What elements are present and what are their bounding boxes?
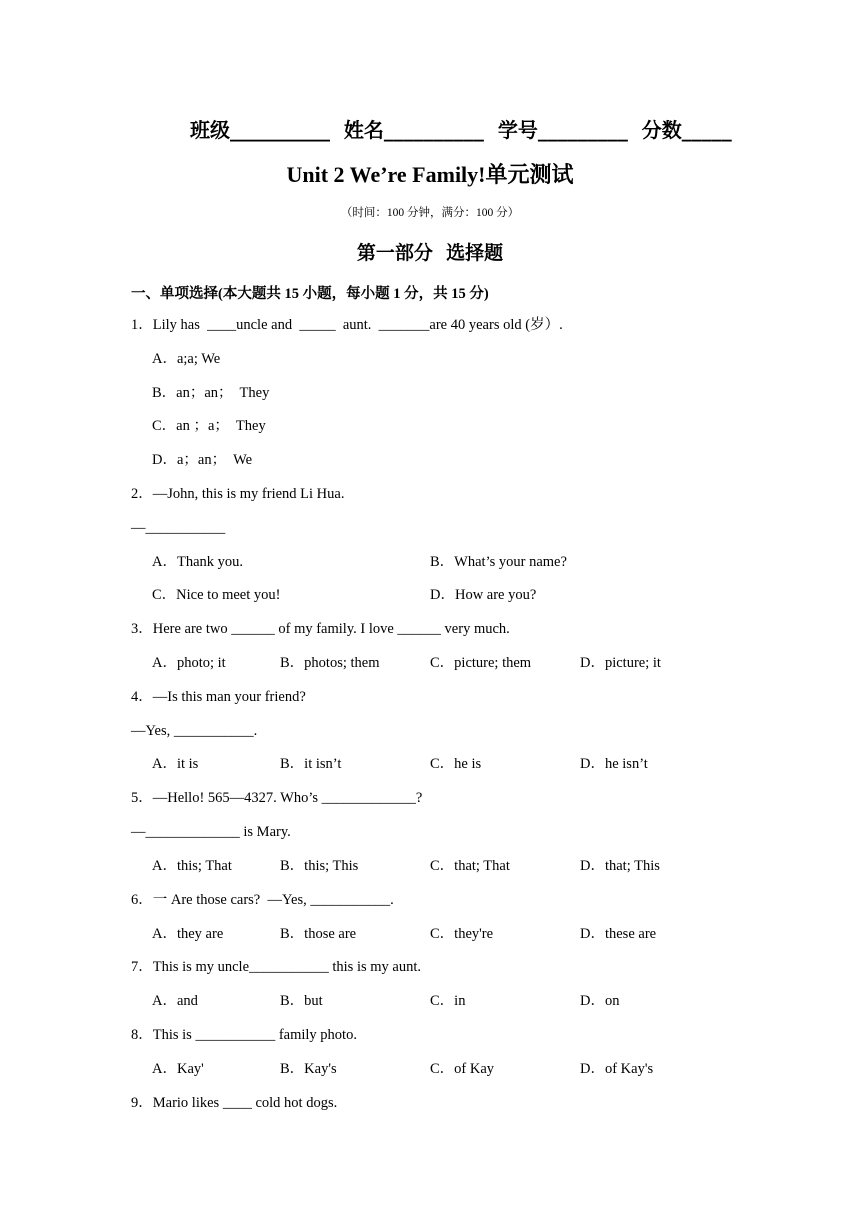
- question-2-stem: 2．—John, this is my friend Li Hua.: [131, 486, 345, 502]
- question-4-option-d: D．he isn’t: [580, 756, 648, 772]
- question-8-option-b: B．Kay's: [280, 1061, 337, 1077]
- question-8-stem: 8．This is ___________ family photo.: [131, 1027, 357, 1043]
- question-3-stem: 3．Here are two ______ of my family. I love ______ very much.: [131, 621, 510, 637]
- question-5-answer-line: —_____________ is Mary.: [131, 824, 291, 840]
- question-7-option-c: C．in: [430, 993, 466, 1009]
- question-3-option-d: D．picture; it: [580, 655, 661, 671]
- question-7-option-a: A．and: [152, 993, 198, 1009]
- question-9-stem: 9．Mario likes ____ cold hot dogs.: [131, 1095, 338, 1111]
- question-5-option-a: A．this; That: [152, 858, 232, 874]
- question-3-option-b: B．photos; them: [280, 655, 380, 671]
- part-title: 第一部分 选择题: [356, 242, 504, 264]
- question-5-option-d: D．that; This: [580, 858, 660, 874]
- section-title: 一、单项选择(本大题共 15 小题，每小题 1 分，共 15 分): [131, 286, 489, 302]
- question-2-option-c: C．Nice to meet you!: [152, 587, 281, 603]
- question-2-option-a: A．Thank you.: [152, 554, 244, 570]
- question-6-option-c: C．they're: [430, 926, 494, 942]
- question-5-stem: 5．—Hello! 565—4327. Who’s _____________?: [131, 790, 423, 806]
- question-8-option-a: A．Kay': [152, 1061, 204, 1077]
- question-1-option-a: A．a;a; We: [152, 351, 221, 367]
- question-1-option-b: B．an；an； They: [152, 385, 270, 401]
- question-3-option-a: A．photo; it: [152, 655, 226, 671]
- exam-time-score-note: （时间：100 分钟，满分：100 分）: [340, 207, 520, 219]
- document-title: Unit 2 We’re Family!单元测试: [286, 162, 574, 187]
- question-4-option-a: A．it is: [152, 756, 199, 772]
- question-7-option-b: B．but: [280, 993, 323, 1009]
- question-4-option-c: C．he is: [430, 756, 482, 772]
- question-2-answer-line: —___________: [131, 520, 226, 536]
- question-7-stem: 7．This is my uncle___________ this is my aunt.: [131, 959, 421, 975]
- question-1-option-c: C．an ；a； They: [152, 418, 266, 434]
- question-6-option-a: A．they are: [152, 926, 224, 942]
- question-6-option-d: D．these are: [580, 926, 657, 942]
- question-4-option-b: B．it isn’t: [280, 756, 342, 772]
- question-7-option-d: D．on: [580, 993, 620, 1009]
- question-8-option-c: C．of Kay: [430, 1061, 495, 1077]
- question-2-option-d: D．How are you?: [430, 587, 537, 603]
- question-1-option-d: D．a；an； We: [152, 452, 253, 468]
- student-info-line: 班级__________ 姓名__________ 学号_________ 分数_____: [190, 118, 732, 142]
- question-5-option-c: C．that; That: [430, 858, 510, 874]
- question-3-option-c: C．picture; them: [430, 655, 532, 671]
- question-6-option-b: B．those are: [280, 926, 357, 942]
- question-4-answer-line: —Yes, ___________.: [131, 723, 258, 739]
- question-6-stem: 6．一 Are those cars? —Yes, ___________.: [131, 892, 394, 908]
- question-2-option-b: B．What’s your name?: [430, 554, 567, 570]
- question-5-option-b: B．this; This: [280, 858, 359, 874]
- question-1-stem: 1．Lily has ____uncle and _____ aunt. _______are 40 years old (岁）.: [131, 317, 563, 333]
- question-4-stem: 4．—Is this man your friend?: [131, 689, 306, 705]
- question-8-option-d: D．of Kay's: [580, 1061, 654, 1077]
